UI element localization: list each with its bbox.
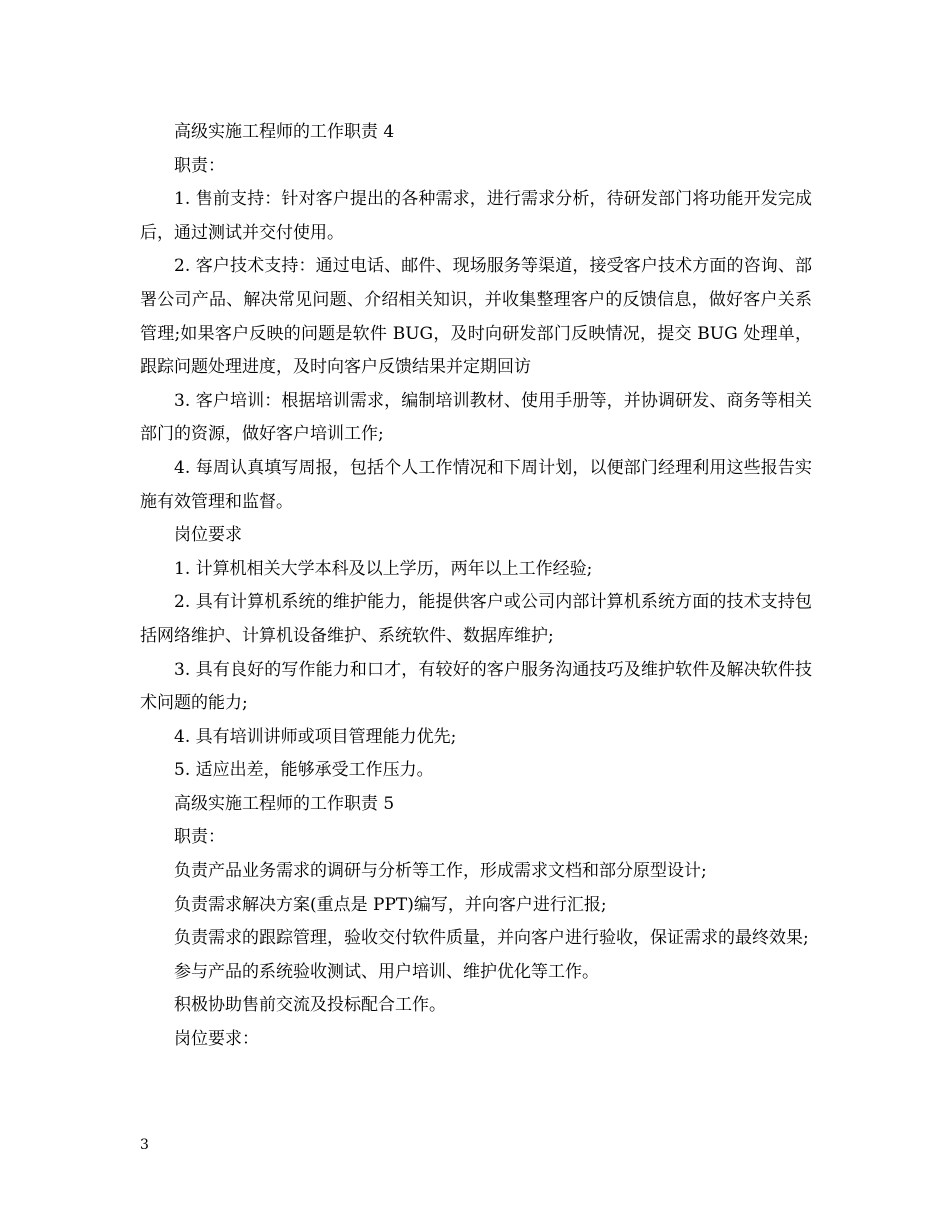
paragraph: 2. 客户技术支持：通过电话、邮件、现场服务等渠道，接受客户技术方面的咨询、部署公司产品、解决常见问题、介绍相关知识，并收集整理客户的反馈信息，做好客户关系管理;如果客户反映的问题是软件 BUG，及时向研发部门反映情况，提交 BUG 处理单，跟踪问题处理进度，及时向客户反馈结果并定期回访 — [140, 256, 812, 378]
paragraph: 职责： — [174, 155, 225, 176]
document-body — [140, 116, 812, 1057]
paragraph: 3. 具有良好的写作能力和口才，有较好的客户服务沟通技巧及维护软件及解决软件技术问题的能力; — [140, 659, 812, 714]
paragraph: 负责需求的跟踪管理，验收交付软件质量，并向客户进行验收，保证需求的最终效果; — [174, 928, 809, 949]
paragraph: 5. 适应出差，能够承受工作压力。 — [174, 760, 434, 781]
paragraph: 1. 售前支持：针对客户提出的各种需求，进行需求分析，待研发部门将功能开发完成后，通过测试并交付使用。 — [140, 189, 812, 243]
paragraph: 2. 具有计算机系统的维护能力，能提供客户或公司内部计算机系统方面的技术支持包括网络维护、计算机设备维护、系统软件、数据库维护; — [140, 592, 812, 646]
paragraph: 职责： — [174, 827, 225, 848]
paragraph: 3. 客户培训：根据培训需求，编制培训教材、使用手册等，并协调研发、商务等相关部门的资源，做好客户培训工作; — [140, 390, 812, 445]
page-number: 3 — [140, 1137, 149, 1153]
paragraph: 负责需求解决方案(重点是 PPT)编写，并向客户进行汇报; — [174, 894, 607, 915]
section-subheading: 岗位要求 — [174, 525, 242, 546]
paragraph: 负责产品业务需求的调研与分析等工作，形成需求文档和部分原型设计; — [174, 861, 707, 882]
section-heading: 高级实施工程师的工作职责 5 — [174, 793, 395, 814]
section-subheading: 岗位要求： — [174, 1029, 259, 1050]
paragraph: 积极协助售前交流及投标配合工作。 — [174, 995, 446, 1016]
paragraph: 4. 每周认真填写周报，包括个人工作情况和下周计划，以便部门经理利用这些报告实施有效管理和监督。 — [140, 457, 812, 512]
section-heading: 高级实施工程师的工作职责 4 — [174, 122, 395, 142]
paragraph: 1. 计算机相关大学本科及以上学历，两年以上工作经验; — [174, 558, 593, 579]
paragraph: 4. 具有培训讲师或项目管理能力优先; — [174, 726, 457, 747]
paragraph: 参与产品的系统验收测试、用户培训、维护优化等工作。 — [174, 961, 599, 982]
